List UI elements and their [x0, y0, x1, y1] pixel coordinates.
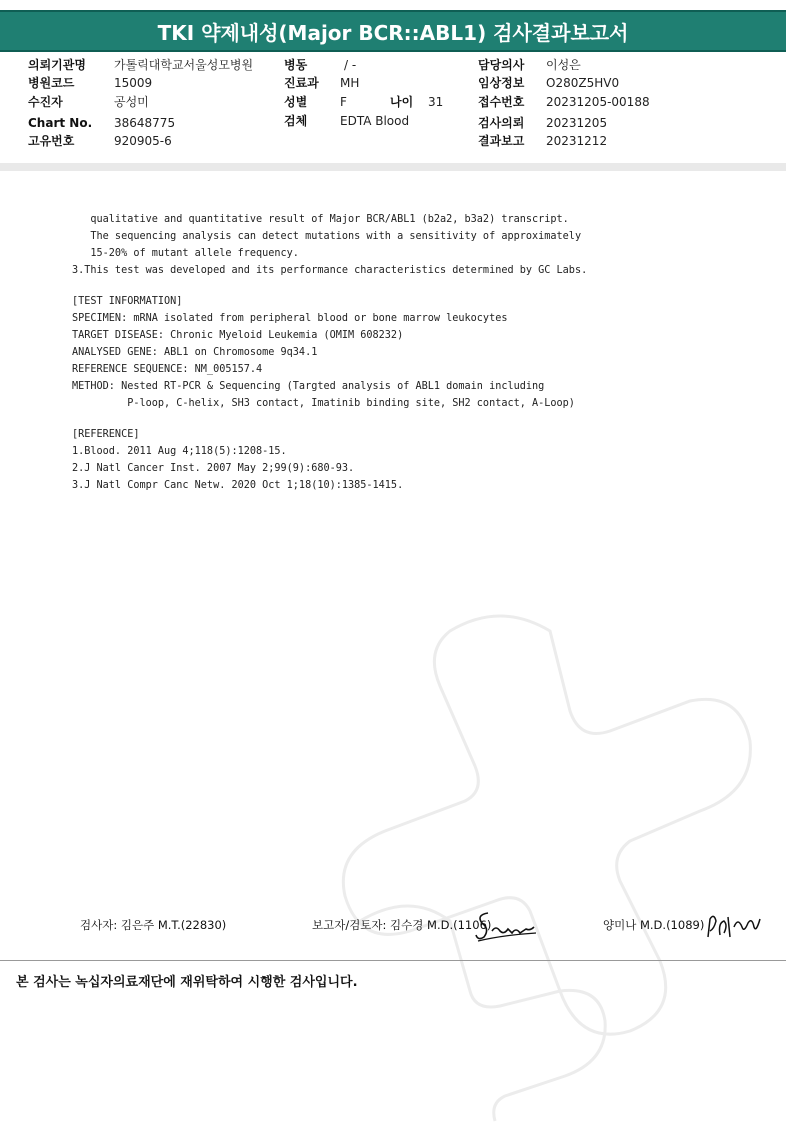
test-info-line: METHOD: Nested RT-PCR & Sequencing (Targted analysis of ABL1 domain including: [72, 381, 545, 392]
label-request-date: 검사의뢰: [478, 116, 525, 130]
patient-info-header: [0, 52, 786, 162]
note-line: The sequencing analysis can detect mutations with a sensitivity of approximately: [72, 231, 582, 242]
label-hospital-code: 병원코드: [28, 76, 75, 90]
reference-line: 1.Blood. 2011 Aug 4;118(5):1208-15.: [72, 446, 287, 457]
note-line: 15-20% of mutant allele frequency.: [72, 248, 299, 259]
label-doctor: 담당의사: [478, 58, 525, 72]
header-separator: [0, 163, 786, 171]
report-text: [72, 211, 772, 494]
value-age: 31: [428, 95, 444, 109]
note-line: 3.This test was developed and its performance characteristics determined by GC Labs.: [72, 265, 588, 276]
label-sex: 성별: [284, 95, 308, 109]
label-patient: 수진자: [28, 95, 63, 109]
label-report-date: 결과보고: [478, 134, 525, 148]
footer-divider: [0, 960, 786, 961]
doctor-signature-icon: [704, 907, 766, 941]
test-info-line: TARGET DISEASE: Chronic Myeloid Leukemia (OMIM 608232): [72, 330, 404, 341]
value-institution: 가톨릭대학교서울성모병원: [114, 58, 254, 72]
value-report-date: 20231212: [546, 134, 608, 148]
label-clinical-info: 임상정보: [478, 76, 525, 90]
test-info-line: P-loop, C-helix, SH3 contact, Imatinib binding site, SH2 contact, A-Loop): [72, 398, 575, 409]
value-ward: / -: [344, 58, 357, 72]
value-clinical-info: O280Z5HV0: [546, 76, 620, 90]
value-specimen: EDTA Blood: [340, 114, 410, 128]
value-unique-no: 920905-6: [114, 134, 172, 148]
test-info-line: ANALYSED GENE: ABL1 on Chromosome 9q34.1: [72, 347, 318, 358]
value-department: MH: [340, 76, 360, 90]
value-sex: F: [340, 95, 347, 109]
value-doctor: 이성은: [546, 58, 581, 72]
label-ward: 병동: [284, 58, 308, 72]
doctor-signature-label: 양미나 M.D.(1089): [603, 918, 705, 932]
cross-watermark-icon: [300, 591, 780, 1131]
value-request-date: 20231205: [546, 116, 608, 130]
reference-heading: [REFERENCE]: [72, 429, 140, 440]
value-chart-no: 38648775: [114, 116, 176, 130]
reference-line: 3.J Natl Compr Canc Netw. 2020 Oct 1;18(10):1385-1415.: [72, 480, 404, 491]
reference-line: 2.J Natl Cancer Inst. 2007 May 2;99(9):680-93.: [72, 463, 355, 474]
value-patient: 공성미: [114, 95, 149, 109]
label-receipt-no: 접수번호: [478, 95, 525, 109]
reporter-signature-icon: [474, 905, 544, 943]
reporter-signature-label: 보고자/검토자: 김수경 M.D.(1106): [312, 918, 492, 932]
signature-row: [0, 905, 786, 945]
report-title-bar: [0, 10, 786, 52]
label-department: 진료과: [284, 76, 319, 90]
value-hospital-code: 15009: [114, 76, 153, 90]
test-info-line: REFERENCE SEQUENCE: NM_005157.4: [72, 364, 263, 375]
label-unique-no: 고유번호: [28, 134, 75, 148]
value-receipt-no: 20231205-00188: [546, 95, 650, 109]
label-chart-no: Chart No.: [28, 116, 93, 130]
label-age: 나이: [390, 95, 414, 109]
note-line: qualitative and quantitative result of Major BCR/ABL1 (b2a2, b3a2) transcript.: [72, 214, 569, 225]
label-specimen: 검체: [284, 114, 308, 128]
report-title: TKI 약제내성(Major BCR::ABL1) 검사결과보고서: [157, 20, 629, 45]
label-institution: 의뢰기관명: [28, 58, 86, 72]
test-info-line: SPECIMEN: mRNA isolated from peripheral blood or bone marrow leukocytes: [72, 313, 508, 324]
tester-signature-label: 검사자: 김은주 M.T.(22830): [80, 918, 227, 932]
footer-note: 본 검사는 녹십자의료재단에 재위탁하여 시행한 검사입니다.: [16, 975, 358, 990]
test-info-heading: [TEST INFORMATION]: [72, 296, 183, 307]
report-body: [0, 171, 786, 961]
